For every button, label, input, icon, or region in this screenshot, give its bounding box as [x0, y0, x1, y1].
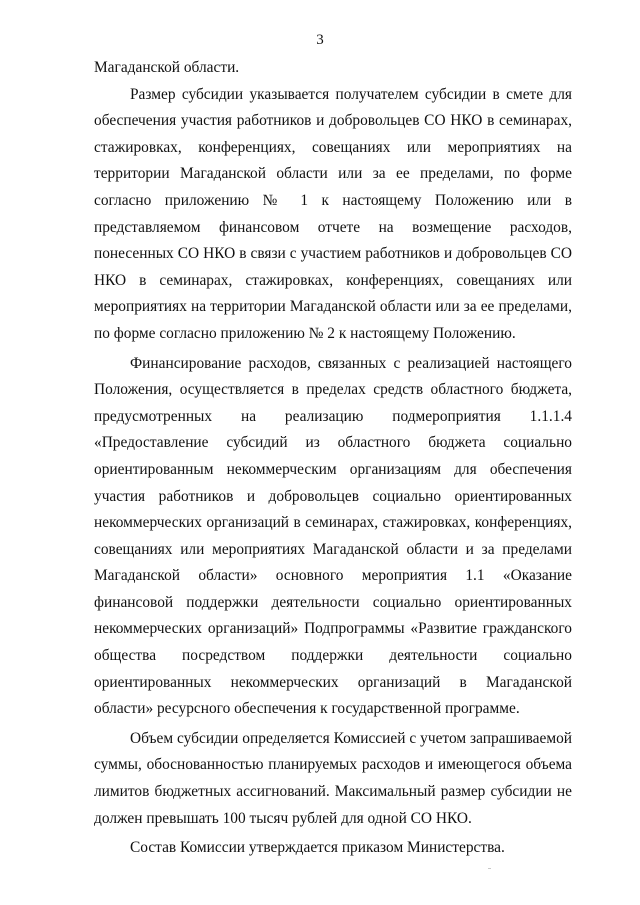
scan-speck	[488, 868, 491, 869]
paragraph-subsidy-volume: Объем субсидии определяется Комиссией с учетом запрашиваемой суммы, обоснованностью планируемых расходов и имеющегося объема лимитов бюджетных ассигнований. Максимальный размер субсидии не должен превышать 100 тысяч рублей для одной СО НКО.	[94, 729, 572, 827]
page-number: 3	[316, 32, 324, 48]
paragraph-continuation: Магаданской области.	[94, 59, 240, 76]
document-body	[94, 55, 572, 862]
paragraph-commission: Состав Комиссии утверждается приказом Министерства.	[130, 839, 505, 857]
paragraph-financing: Финансирование расходов, связанных с реализацией настоящего Положения, осуществляется в пределах средств областного бюджета, предусмотренных на реализацию подмероприятия 1.1.1.4 «Предоставление субсидий из областного бюджета социально ориентированным некоммерческим организациям для обеспечения участия работников и добровольцев социально ориентированных некоммерческих организаций в семинарах, стажировках, конференциях, совещаниях или мероприятиях Магаданской области и за пределами Магаданской области» основного мероприятия 1.1 «Оказание финансовой поддержки деятельности социально ориентированных некоммерческих организаций» Подпрограммы «Развитие гражданского общества посредством поддержки деятельности социально ориентированных некоммерческих организаций в Магаданской области» ресурсного обеспечения к государственной программе.	[94, 354, 572, 718]
paragraph-subsidy-amount: Размер субсидии указывается получателем субсидии в смете для обеспечения участия работников и добровольцев СО НКО в семинарах, стажировках, конференциях, совещаниях или мероприятиях на территории Магаданской области или за ее пределами, по форме согласно приложению № 1 к настоящему Положению или в представляемом финансовом отчете на возмещение расходов, понесенных СО НКО в связи с участием работников и добровольцев СО НКО в семинарах, стажировках, конференциях, совещаниях или мероприятиях на территории Магаданской области или за ее пределами, по форме согласно приложению № 2 к настоящему Положению.	[94, 85, 572, 342]
